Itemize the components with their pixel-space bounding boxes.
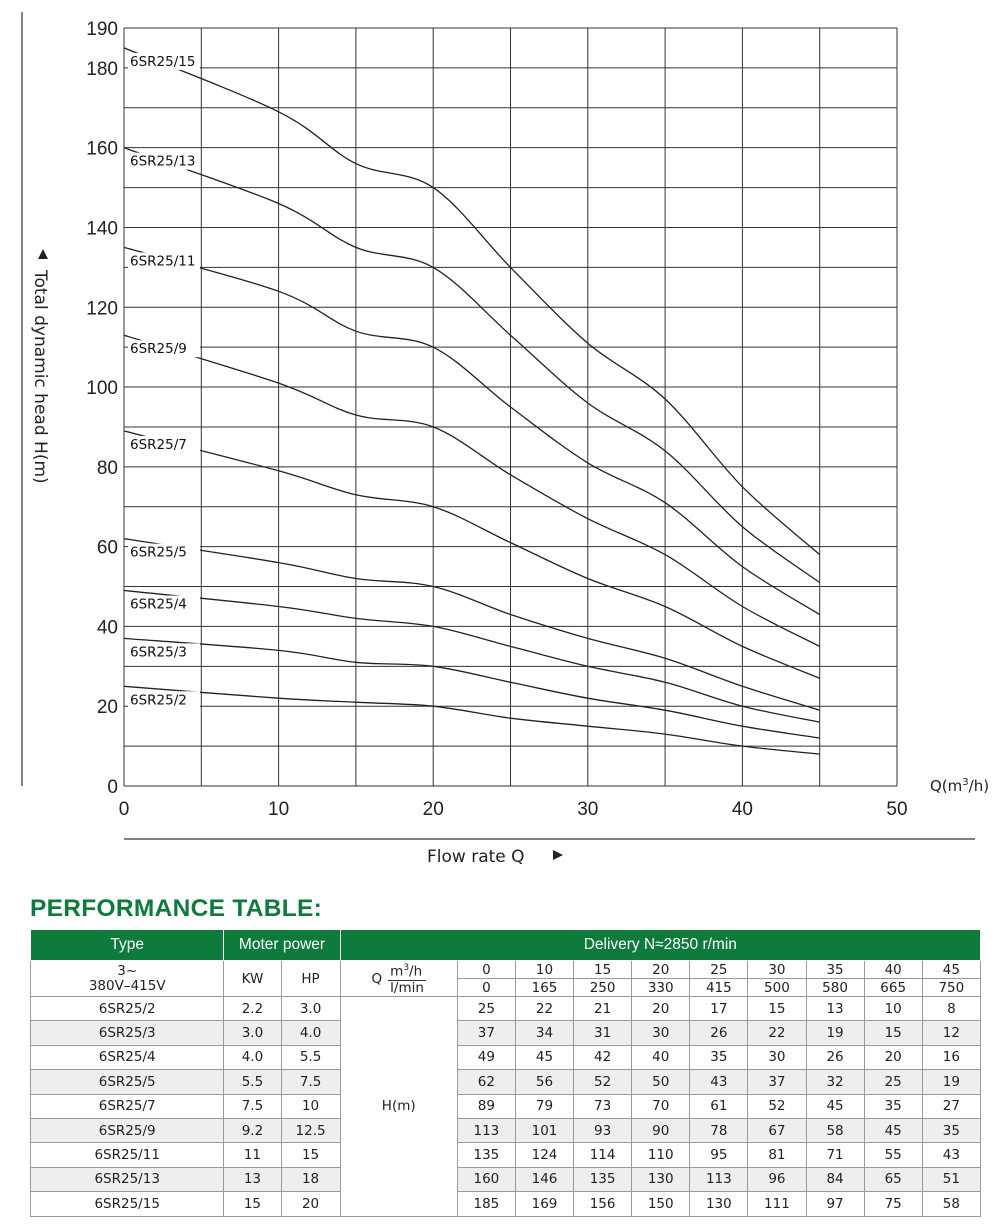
table-row bbox=[31, 1143, 981, 1167]
kw-cell: 11 bbox=[224, 1143, 281, 1167]
head-value-cell: 37 bbox=[748, 1070, 806, 1094]
y-tick-label: 40 bbox=[96, 617, 118, 639]
head-value-cell: 101 bbox=[515, 1118, 573, 1142]
type-cell: 6SR25/9 bbox=[31, 1118, 224, 1142]
head-value-cell: 146 bbox=[515, 1167, 573, 1191]
head-value-cell: 150 bbox=[632, 1192, 690, 1216]
kw-cell: 4.0 bbox=[224, 1045, 281, 1069]
q-m3h: 40 bbox=[864, 961, 922, 979]
x-tick-label: 10 bbox=[268, 799, 290, 820]
head-value-cell: 90 bbox=[632, 1118, 690, 1142]
head-value-cell: 84 bbox=[806, 1167, 864, 1191]
table-row bbox=[31, 997, 981, 1021]
curve-6sr25-15 bbox=[124, 48, 820, 555]
q-label: Q bbox=[371, 970, 383, 987]
head-value-cell: 45 bbox=[864, 1118, 922, 1142]
table-row bbox=[31, 1045, 981, 1069]
head-value-cell: 45 bbox=[806, 1094, 864, 1118]
head-value-cell: 185 bbox=[457, 1192, 515, 1216]
unit-m3h: m bbox=[390, 963, 404, 980]
head-value-cell: 156 bbox=[574, 1192, 632, 1216]
head-value-cell: 27 bbox=[922, 1094, 980, 1118]
head-value-cell: 30 bbox=[748, 1045, 806, 1069]
head-value-cell: 56 bbox=[515, 1070, 573, 1094]
head-value-cell: 50 bbox=[632, 1070, 690, 1094]
kw-header: KW bbox=[224, 961, 281, 997]
head-value-cell: 37 bbox=[457, 1021, 515, 1045]
kw-cell: 9.2 bbox=[224, 1118, 281, 1142]
hp-cell: 5.5 bbox=[281, 1045, 340, 1069]
head-value-cell: 78 bbox=[690, 1118, 748, 1142]
y-tick-label: 0 bbox=[107, 777, 118, 798]
right-arrow-icon bbox=[553, 850, 563, 860]
kw-cell: 15 bbox=[224, 1192, 281, 1216]
kw-cell: 7.5 bbox=[224, 1094, 281, 1118]
x-tick-label: 20 bbox=[422, 799, 444, 820]
head-value-cell: 19 bbox=[806, 1021, 864, 1045]
voltage-cell bbox=[31, 961, 224, 997]
head-value-cell: 62 bbox=[457, 1070, 515, 1094]
head-value-cell: 113 bbox=[457, 1118, 515, 1142]
head-value-cell: 30 bbox=[632, 1021, 690, 1045]
head-value-cell: 45 bbox=[515, 1045, 573, 1069]
q-lmin: 750 bbox=[922, 979, 980, 997]
up-arrow-icon bbox=[38, 249, 48, 259]
head-value-cell: 96 bbox=[748, 1167, 806, 1191]
q-m3h: 25 bbox=[690, 961, 748, 979]
hp-cell: 18 bbox=[281, 1167, 340, 1191]
head-value-cell: 22 bbox=[748, 1021, 806, 1045]
kw-cell: 2.2 bbox=[224, 997, 281, 1021]
table-row bbox=[31, 1094, 981, 1118]
head-value-cell: 34 bbox=[515, 1021, 573, 1045]
y-tick-label: 100 bbox=[86, 378, 118, 400]
head-value-cell: 43 bbox=[922, 1143, 980, 1167]
curve-6sr25-3 bbox=[124, 638, 820, 738]
y-tick-label: 180 bbox=[86, 58, 118, 80]
head-value-cell: 35 bbox=[690, 1045, 748, 1069]
head-value-cell: 55 bbox=[864, 1143, 922, 1167]
x-tick-label: 30 bbox=[577, 799, 599, 820]
q-m3h: 30 bbox=[748, 961, 806, 979]
pump-curves bbox=[124, 48, 820, 754]
head-value-cell: 130 bbox=[690, 1192, 748, 1216]
curve-label: 6SR25/13 bbox=[130, 153, 196, 170]
head-value-cell: 19 bbox=[922, 1070, 980, 1094]
kw-cell: 5.5 bbox=[224, 1070, 281, 1094]
head-value-cell: 8 bbox=[922, 997, 980, 1021]
head-value-cell: 20 bbox=[632, 997, 690, 1021]
head-value-cell: 52 bbox=[574, 1070, 632, 1094]
type-cell: 6SR25/11 bbox=[31, 1143, 224, 1167]
curve-label: 6SR25/7 bbox=[130, 436, 187, 453]
unit-lmin: l/min bbox=[390, 979, 424, 996]
table-row bbox=[31, 1118, 981, 1142]
q-lmin: 165 bbox=[515, 979, 573, 997]
head-value-cell: 51 bbox=[922, 1167, 980, 1191]
q-lmin: 330 bbox=[632, 979, 690, 997]
head-value-cell: 71 bbox=[806, 1143, 864, 1167]
hp-cell: 3.0 bbox=[281, 997, 340, 1021]
head-value-cell: 111 bbox=[748, 1192, 806, 1216]
y-tick-label: 120 bbox=[86, 298, 118, 320]
head-value-cell: 49 bbox=[457, 1045, 515, 1069]
head-value-cell: 67 bbox=[748, 1118, 806, 1142]
head-value-cell: 15 bbox=[864, 1021, 922, 1045]
curve-6sr25-4 bbox=[124, 591, 820, 723]
head-value-cell: 70 bbox=[632, 1094, 690, 1118]
head-value-cell: 135 bbox=[574, 1167, 632, 1191]
head-value-cell: 160 bbox=[457, 1167, 515, 1191]
type-cell: 6SR25/2 bbox=[31, 997, 224, 1021]
header-type: Type bbox=[31, 930, 224, 961]
q-m3h: 0 bbox=[457, 961, 515, 979]
head-value-cell: 113 bbox=[690, 1167, 748, 1191]
q-lmin: 500 bbox=[748, 979, 806, 997]
type-cell: 6SR25/3 bbox=[31, 1021, 224, 1045]
hp-header: HP bbox=[281, 961, 340, 997]
header-motor-power: Moter power bbox=[224, 930, 340, 961]
curve-label: 6SR25/15 bbox=[130, 53, 196, 70]
q-lmin: 250 bbox=[574, 979, 632, 997]
head-value-cell: 40 bbox=[632, 1045, 690, 1069]
head-value-cell: 12 bbox=[922, 1021, 980, 1045]
head-value-cell: 124 bbox=[515, 1143, 573, 1167]
head-value-cell: 35 bbox=[864, 1094, 922, 1118]
head-value-cell: 25 bbox=[864, 1070, 922, 1094]
hp-cell: 20 bbox=[281, 1192, 340, 1216]
performance-table bbox=[30, 929, 981, 1217]
q-m3h: 10 bbox=[515, 961, 573, 979]
curve-label: 6SR25/3 bbox=[130, 644, 187, 661]
q-m3h: 35 bbox=[806, 961, 864, 979]
curve-6sr25-13 bbox=[124, 148, 820, 583]
curve-label: 6SR25/11 bbox=[130, 253, 196, 270]
head-value-cell: 110 bbox=[632, 1143, 690, 1167]
type-cell: 6SR25/13 bbox=[31, 1167, 224, 1191]
y-tick-label: 190 bbox=[86, 19, 118, 40]
table-row bbox=[31, 1192, 981, 1216]
head-value-cell: 22 bbox=[515, 997, 573, 1021]
q-m3h: 45 bbox=[922, 961, 980, 979]
head-value-cell: 25 bbox=[457, 997, 515, 1021]
y-tick-label: 160 bbox=[86, 138, 118, 160]
curve-6sr25-11 bbox=[124, 247, 820, 614]
voltage-line2: 380V–415V bbox=[88, 977, 166, 994]
head-value-cell: 81 bbox=[748, 1143, 806, 1167]
kw-cell: 13 bbox=[224, 1167, 281, 1191]
head-value-cell: 52 bbox=[748, 1094, 806, 1118]
head-value-cell: 61 bbox=[690, 1094, 748, 1118]
y-tick-label: 80 bbox=[96, 457, 118, 479]
curve-label: 6SR25/5 bbox=[130, 544, 187, 561]
type-cell: 6SR25/7 bbox=[31, 1094, 224, 1118]
y-tick-label: 60 bbox=[96, 537, 118, 559]
x-tick-label: 0 bbox=[118, 799, 130, 820]
hp-cell: 7.5 bbox=[281, 1070, 340, 1094]
q-lmin: 0 bbox=[457, 979, 515, 997]
head-value-cell: 93 bbox=[574, 1118, 632, 1142]
type-cell: 6SR25/4 bbox=[31, 1045, 224, 1069]
head-value-cell: 17 bbox=[690, 997, 748, 1021]
head-value-cell: 169 bbox=[515, 1192, 573, 1216]
x-tick-label: 50 bbox=[886, 799, 908, 820]
y-tick-label: 140 bbox=[86, 218, 118, 240]
kw-cell: 3.0 bbox=[224, 1021, 281, 1045]
q-m3h: 20 bbox=[632, 961, 690, 979]
q-unit-cell: Q $m^3/h$ l/min bbox=[340, 961, 457, 997]
header-delivery: Delivery N≈2850 r/min bbox=[340, 930, 980, 961]
head-value-cell: 26 bbox=[690, 1021, 748, 1045]
head-value-cell: 73 bbox=[574, 1094, 632, 1118]
type-cell: 6SR25/15 bbox=[31, 1192, 224, 1216]
head-value-cell: 130 bbox=[632, 1167, 690, 1191]
head-value-cell: 75 bbox=[864, 1192, 922, 1216]
head-value-cell: 10 bbox=[864, 997, 922, 1021]
q-lmin: 580 bbox=[806, 979, 864, 997]
x-axis-unit: $Q(m^3/h)$ bbox=[930, 777, 990, 795]
head-value-cell: 32 bbox=[806, 1070, 864, 1094]
table-title: PERFORMANCE TABLE: bbox=[30, 895, 323, 922]
y-tick-label: 20 bbox=[96, 697, 118, 719]
curve-labels bbox=[128, 53, 200, 708]
hp-cell: 10 bbox=[281, 1094, 340, 1118]
head-value-cell: 95 bbox=[690, 1143, 748, 1167]
head-value-cell: 89 bbox=[457, 1094, 515, 1118]
head-value-cell: 135 bbox=[457, 1143, 515, 1167]
head-value-cell: 35 bbox=[922, 1118, 980, 1142]
head-value-cell: 15 bbox=[748, 997, 806, 1021]
head-value-cell: 13 bbox=[806, 997, 864, 1021]
hp-cell: 12.5 bbox=[281, 1118, 340, 1142]
curve-label: 6SR25/9 bbox=[130, 341, 187, 358]
voltage-line1: 3~ bbox=[117, 962, 138, 979]
head-value-cell: 43 bbox=[690, 1070, 748, 1094]
table-row bbox=[31, 1021, 981, 1045]
q-lmin: 415 bbox=[690, 979, 748, 997]
head-value-cell: 20 bbox=[864, 1045, 922, 1069]
head-value-cell: 58 bbox=[806, 1118, 864, 1142]
head-value-cell: 114 bbox=[574, 1143, 632, 1167]
head-label-cell: H(m) bbox=[340, 997, 457, 1217]
y-axis-label: Total dynamic head H(m) bbox=[30, 270, 50, 484]
table-row bbox=[31, 1167, 981, 1191]
type-cell: 6SR25/5 bbox=[31, 1070, 224, 1094]
head-value-cell: 21 bbox=[574, 997, 632, 1021]
table-row bbox=[31, 1070, 981, 1094]
head-value-cell: 97 bbox=[806, 1192, 864, 1216]
curve-label: 6SR25/2 bbox=[130, 692, 187, 709]
q-lmin: 665 bbox=[864, 979, 922, 997]
head-value-cell: 31 bbox=[574, 1021, 632, 1045]
x-tick-label: 40 bbox=[731, 799, 753, 820]
head-value-cell: 26 bbox=[806, 1045, 864, 1069]
curve-label: 6SR25/4 bbox=[130, 596, 187, 613]
hp-cell: 4.0 bbox=[281, 1021, 340, 1045]
head-value-cell: 65 bbox=[864, 1167, 922, 1191]
head-value-cell: 42 bbox=[574, 1045, 632, 1069]
head-value-cell: 58 bbox=[922, 1192, 980, 1216]
q-m3h: 15 bbox=[574, 961, 632, 979]
hp-cell: 15 bbox=[281, 1143, 340, 1167]
head-value-cell: 16 bbox=[922, 1045, 980, 1069]
head-value-cell: 79 bbox=[515, 1094, 573, 1118]
curve-6sr25-5 bbox=[124, 539, 820, 711]
x-axis-label: Flow rate Q bbox=[427, 847, 525, 867]
